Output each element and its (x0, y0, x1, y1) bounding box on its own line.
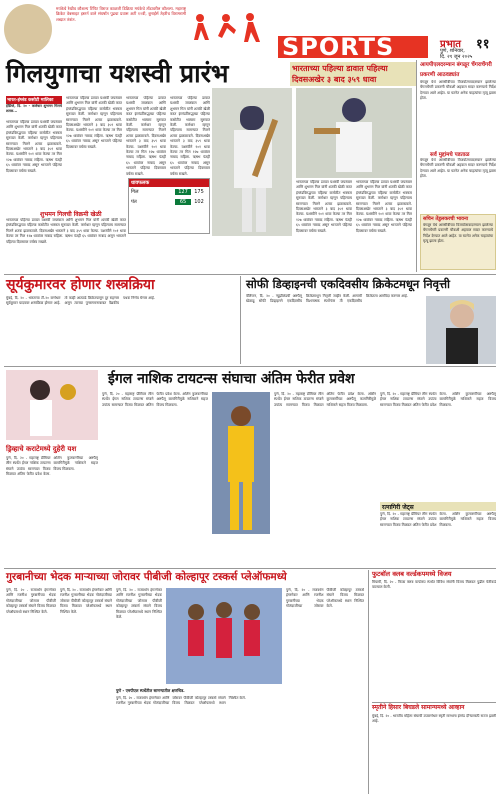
scoreboard-row-name: पंत (131, 199, 137, 205)
row2-divider (240, 276, 241, 364)
lead-photo-gill (212, 88, 292, 236)
date: दि. २१ जून २०२५ (440, 54, 473, 60)
row2-left-headline: सूर्यकुमारवर होणार शस्त्रक्रिया (6, 277, 155, 293)
row3-photo-player (212, 392, 270, 534)
sidebar-brief-title: सचिन तेंडुलकरची भावना (423, 216, 469, 222)
row4-left-headline: गुरबानीच्या भेदक माऱ्याच्या जोरावर पीबीजी कोल्हापूर टस्कर्स प्लेऑफमध्ये (6, 571, 287, 583)
sidebar-divider (416, 60, 417, 272)
page-number: ११ (476, 37, 490, 52)
row3-top-rule (4, 366, 496, 367)
date-line: पुणे, शनिवार, (440, 48, 465, 54)
lead-body-col2: भारताच्या पहिल्या डावात यशस्वी जयस्वाल आणि शुभमन गिल यांनी शतकी खेळी करत इंग्लंडविरुद्धच्या पहिल्या कसोटीत भक्कम सुरुवात केली. कर्णधार म्हणून पहिल्याच सामन्यात गिलने शतक झळकावले. दिवसअखेर भारताने ३ बाद ३५९ धावा केल्या. यशस्वीने १०१ धावा केल्या तर गिल १२७ धावांवर नाबाद राहिला. ऋषभ पंतही ६५ धावांवर नाबाद असून भारताने पहिल्या दिवसावर वर्चस्व राखले. (66, 96, 122, 149)
row4-photo-caption: पुणे - एमपीएल स्पर्धेतील सामन्यातील क्षणचित्र. (116, 688, 185, 693)
row3-body-c: पुणे, दि. २० - महाराष्ट्र प्रीमियर लीग स्पर्धेत ईगल नाशिक टायटन्स संघाने उपांत्य सामन्यात विजय मिळवत अंतिम फेरीत प्रवेश केला. अर्शिन कुलकर्णीच्या अष्टपैलू कामगिरीमुळे नाशिकने सहज विजय मिळवला. (380, 392, 496, 407)
paper-name: प्रभात (440, 39, 462, 50)
lead-box-title: शुभमन गिलची विक्रमी खेळी (40, 211, 102, 218)
masthead-logo (4, 4, 52, 54)
lead-body-col6: भारताच्या पहिल्या डावात यशस्वी जयस्वाल आणि शुभमन गिल यांनी शतकी खेळी करत इंग्लंडविरुद्धच्या पहिल्या कसोटीत भक्कम सुरुवात केली. कर्णधार म्हणून पहिल्याच सामन्यात गिलने शतक झळकावले. दिवसअखेर भारताने ३ बाद ३५९ धावा केल्या. यशस्वीने १०१ धावा केल्या तर गिल १२७ धावांवर नाबाद राहिला. ऋषभ पंतही ६५ धावांवर नाबाद असून भारताने पहिल्या दिवसावर वर्चस्व राखले. (356, 180, 412, 233)
sidebar-brief-body: बंगळूर येथे आरसीबीच्या विजयोत्सवादरम्यान झालेल्या चेंगराचेंगरी प्रकरणी चौकशी अहवाल सादर करण्याचे निर्देश देण्यात आले आहेत. या घटनेत अनेक चाहत्यांचा मृत्यू झाला होता. (423, 223, 493, 244)
lead-box-body: भारताच्या पहिल्या डावात यशस्वी जयस्वाल आणि शुभमन गिल यांनी शतकी खेळी करत इंग्लंडविरुद्धच्या पहिल्या कसोटीत भक्कम सुरुवात केली. कर्णधार म्हणून पहिल्याच सामन्यात गिलने शतक झळकावले. दिवसअखेर भारताने ३ बाद ३५९ धावा केल्या. यशस्वीने १०१ धावा केल्या तर गिल १२७ धावांवर नाबाद राहिला. ऋषभ पंतही ६५ धावांवर नाबाद असून भारताने पहिल्या दिवसावर वर्चस्व राखले. (6, 218, 126, 244)
sports-figures-icon (190, 10, 270, 50)
row4-body-b: पुणे, दि. २० - राजवर्धन हंगरगेकर आणि रजनीश गुरबानीच्या भेदक गोलंदाजीच्या जोरावर पीबीजी कोल्हापूर टस्कर्स संघाने विजय मिळवत प्लेऑफमध्ये स्थान निश्चित केले. (60, 588, 112, 614)
row3-body-b: पुणे, दि. २० - महाराष्ट्र प्रीमियर लीग स्पर्धेत ईगल नाशिक टायटन्स संघाने उपांत्य सामन्यात विजय मिळवत अंतिम फेरीत प्रवेश केला. अर्शिन कुलकर्णीच्या अष्टपैलू कामगिरीमुळे नाशिकने सहज विजय मिळवला. (274, 392, 376, 407)
sidebar-body1: बंगळूर येथे आरसीबीच्या विजयोत्सवादरम्यान झालेल्या चेंगराचेंगरी प्रकरणी चौकशी अहवाल सादर करण्याचे निर्देश देण्यात आले आहेत. या घटनेत अनेक चाहत्यांचा मृत्यू झाला होता. (420, 80, 496, 101)
row2-photo-devine (426, 296, 496, 364)
masthead (0, 0, 500, 61)
lead-photo-jaiswal (296, 88, 412, 178)
sidebar-head1: आयपीएलदरम्यान बंगळूर चेंगराचेंगरी (420, 62, 492, 68)
sidebar-head2: प्रकरणी आठवड्यांत (420, 72, 460, 78)
row3-headline: ईगल नाशिक टायटन्स संघाचा अंतिम फेरीत प्रवेश (108, 371, 355, 387)
row2-left-body: मुंबई, दि. २० - भारताचा टी-२० कर्णधार सूर्यकुमार यादववर शस्त्रक्रिया होणार आहे. तो काही आठवडे क्रिकेटपासून दूर राहणार असून त्याच्या पुनरागमनाबाबत वैद्यकीय पथक निर्णय घेणार आहे. (6, 296, 155, 306)
scoreboard-row-runs: 127 (175, 189, 191, 195)
row4-body-e: पुणे, दि. २० - राजवर्धन हंगरगेकर आणि रजनीश गुरबानीच्या भेदक गोलंदाजीच्या जोरावर पीबीजी कोल्हापूर टस्कर्स संघाने विजय मिळवत प्लेऑफमध्ये स्थान निश्चित केले. (286, 588, 364, 609)
row4-body-d: पुणे, दि. २० - राजवर्धन हंगरगेकर आणि रजनीश गुरबानीच्या भेदक गोलंदाजीच्या जोरावर पीबीजी कोल्हापूर टस्कर्स संघाने विजय मिळवत प्लेऑफमध्ये स्थान निश्चित केले. (116, 696, 246, 706)
lead-body-col1: भारताच्या पहिल्या डावात यशस्वी जयस्वाल आणि शुभमन गिल यांनी शतकी खेळी करत इंग्लंडविरुद्धच्या पहिल्या कसोटीत भक्कम सुरुवात केली. कर्णधार म्हणून पहिल्याच सामन्यात गिलने शतक झळकावले. दिवसअखेर भारताने ३ बाद ३५९ धावा केल्या. यशस्वीने १०१ धावा केल्या तर गिल १२७ धावांवर नाबाद राहिला. ऋषभ पंतही ६५ धावांवर नाबाद असून भारताने पहिल्या दिवसावर वर्चस्व राखले. (6, 120, 62, 173)
row4-body-a: पुणे, दि. २० - राजवर्धन हंगरगेकर आणि रजनीश गुरबानीच्या भेदक गोलंदाजीच्या जोरावर पीबीजी कोल्हापूर टस्कर्स संघाने विजय मिळवत प्लेऑफमध्ये स्थान निश्चित केले. (6, 588, 56, 614)
row3-bottom-headline: रत्नागिरी जेट्स (382, 504, 414, 511)
sports-label: SPORTS (282, 33, 395, 61)
sidebar-subhead: सर्व मुद्दांमधे पडताळ (430, 152, 470, 158)
row4-right-body1: मियामी, दि. २० - फिफा क्लब वर्ल्डकप स्पर्धेत विविध संघांनी विजय मिळवत पुढील फेरीकडे वाटचाल केली. (372, 580, 496, 590)
row4-body-c: पुणे, दि. २० - राजवर्धन हंगरगेकर आणि रजनीश गुरबानीच्या भेदक गोलंदाजीच्या जोरावर पीबीजी कोल्हापूर टस्कर्स संघाने विजय मिळवत प्लेऑफमध्ये स्थान निश्चित केले. (116, 588, 162, 620)
lead-body-col3: भारताच्या पहिल्या डावात यशस्वी जयस्वाल आणि शुभमन गिल यांनी शतकी खेळी करत इंग्लंडविरुद्धच्या पहिल्या कसोटीत भक्कम सुरुवात केली. कर्णधार म्हणून पहिल्याच सामन्यात गिलने शतक झळकावले. दिवसअखेर भारताने ३ बाद ३५९ धावा केल्या. यशस्वीने १०१ धावा केल्या तर गिल १२७ धावांवर नाबाद राहिला. ऋषभ पंतही ६५ धावांवर नाबाद असून भारताने पहिल्या दिवसावर वर्चस्व राखले. (126, 96, 166, 176)
lead-headline: गिलयुगाचा यशस्वी प्रारंभ (6, 59, 229, 88)
lead-kicker-left: भारत-इंग्लंड कसोटी मालिका (6, 96, 62, 104)
row4-top-rule (4, 568, 496, 569)
row4-right-headline1: फुटबॉल क्लब वर्ल्डकपमध्ये विजय (372, 570, 452, 578)
scoreboard-row-runs: 65 (175, 199, 191, 205)
scoreboard-row (129, 187, 209, 197)
row3-photo-karate (6, 370, 98, 440)
scoreboard-row (129, 197, 209, 207)
scoreboard-row-name: गिल (131, 189, 139, 195)
lead-body-col5: भारताच्या पहिल्या डावात यशस्वी जयस्वाल आणि शुभमन गिल यांनी शतकी खेळी करत इंग्लंडविरुद्धच्या पहिल्या कसोटीत भक्कम सुरुवात केली. कर्णधार म्हणून पहिल्याच सामन्यात गिलने शतक झळकावले. दिवसअखेर भारताने ३ बाद ३५९ धावा केल्या. यशस्वीने १०१ धावा केल्या तर गिल १२७ धावांवर नाबाद राहिला. ऋषभ पंतही ६५ धावांवर नाबाद असून भारताने पहिल्या दिवसावर वर्चस्व राखले. (296, 180, 352, 233)
row4-divider (368, 570, 369, 794)
lead-right-kicker: भारताच्या पहिल्या डावात पहिल्या दिवसअखेर ३ बाद ३५९ धावा (292, 63, 388, 84)
row2-mid-body: वेलिंग्टन, दि. २० - न्यूझीलंडची अष्टपैलू खेळाडू सोफी डिव्हाइनने एकदिवसीय क्रिकेटमधून निवृत्ती जाहीर केली. आगामी विश्वचषक स्पर्धेनंतर ती एकदिवसीय क्रिकेटला अलविदा करणार आहे. (246, 294, 408, 304)
sidebar-body2: बंगळूर येथे आरसीबीच्या विजयोत्सवादरम्यान झालेल्या चेंगराचेंगरी प्रकरणी चौकशी अहवाल सादर करण्याचे निर्देश देण्यात आले आहेत. या घटनेत अनेक चाहत्यांचा मृत्यू झाला होता. (420, 158, 496, 179)
scoreboard-title: धावफलक (129, 179, 209, 187)
row3-left-body: पुणे, दि. २० - महाराष्ट्र प्रीमियर लीग स्पर्धेत ईगल नाशिक टायटन्स संघाने उपांत्य सामन्यात विजय मिळवत अंतिम फेरीत प्रवेश केला. अर्शिन कुलकर्णीच्या अष्टपैलू कामगिरीमुळे नाशिकने सहज विजय मिळवला. (6, 456, 98, 477)
row3-body-d: पुणे, दि. २० - महाराष्ट्र प्रीमियर लीग स्पर्धेत ईगल नाशिक टायटन्स संघाने उपांत्य सामन्यात विजय मिळवत अंतिम फेरीत प्रवेश केला. अर्शिन कुलकर्णीच्या अष्टपैलू कामगिरीमुळे नाशिकने सहज विजय मिळवला. (380, 512, 496, 527)
sidebar-brief-box (420, 214, 496, 270)
scoreboard-row-balls: 102 (194, 199, 204, 205)
scoreboard (128, 178, 210, 234)
scoreboard-row-balls: 175 (194, 189, 204, 195)
lead-body-col4: भारताच्या पहिल्या डावात यशस्वी जयस्वाल आणि शुभमन गिल यांनी शतकी खेळी करत इंग्लंडविरुद्धच्या पहिल्या कसोटीत भक्कम सुरुवात केली. कर्णधार म्हणून पहिल्याच सामन्यात गिलने शतक झळकावले. दिवसअखेर भारताने ३ बाद ३५९ धावा केल्या. यशस्वीने १०१ धावा केल्या तर गिल १२७ धावांवर नाबाद राहिला. ऋषभ पंतही ६५ धावांवर नाबाद असून भारताने पहिल्या दिवसावर वर्चस्व राखले. (170, 96, 210, 176)
row4-photo-team (166, 588, 282, 684)
row2-top-rule (4, 274, 496, 275)
row3-body-a: पुणे, दि. २० - महाराष्ट्र प्रीमियर लीग स्पर्धेत ईगल नाशिक टायटन्स संघाने उपांत्य सामन्यात विजय मिळवत अंतिम फेरीत प्रवेश केला. अर्शिन कुलकर्णीच्या अष्टपैलू कामगिरीमुळे नाशिकने सहज विजय मिळवला. (102, 392, 208, 407)
row3-left-headline: ड्रिव्हाचे कराटेमध्ये दुहेरी यश (6, 444, 77, 453)
row4-right-rule (372, 702, 496, 703)
row2-mid-headline: सोफी डिव्हाइनची एकदिवसीय क्रिकेटमधून निवृत्ती (246, 277, 451, 291)
masthead-promo-text: मयंकेचे रेखीव कौशल्य टिंपिट विराज काळजी डिक्रिया मयंकेचे तोंडावरील कौशल्य. महाराष्ट्र क्रिकेट वेबसाइट इस्टर्न वाले संघर्षांत पुढचा प्रवास अटी १२वी, बुनाईर्स तेहरीच विरामरामी शब्दात तंत्रांत. (56, 6, 186, 22)
row4-right-headline2: स्मृतीने हिसार बिघडले सामान्यमध्ये आव्हान (372, 704, 465, 711)
row4-right-body2: मुंबई, दि. २० - भारतीय महिला संघाची उपकर्णधार स्मृती मानधना इंग्लंड दौऱ्यासाठी सज्ज झाली आहे. (372, 714, 496, 724)
lead-dateline: हेडिंग्ले, दि. २० - कर्णधार शुभमन गिलचे शतक... (6, 104, 62, 114)
